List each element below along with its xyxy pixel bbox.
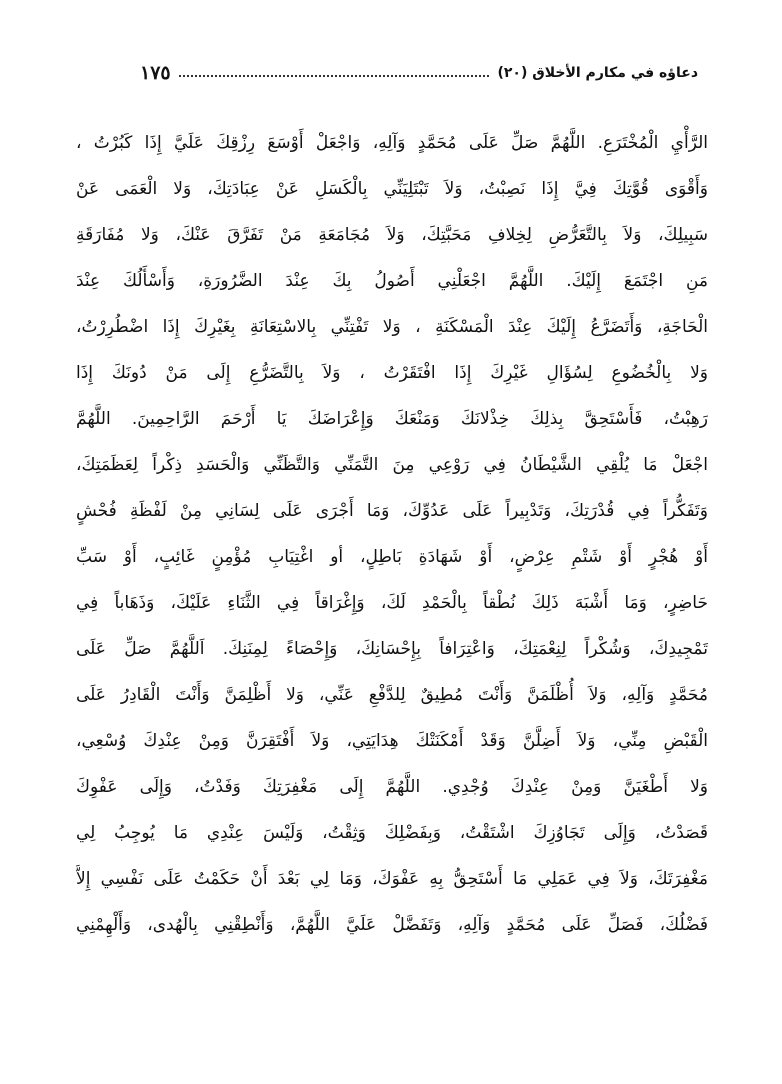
text-line: مُحَمَّدٍ وَآلِهِ، وَلاَ أُظْلَمَنَّ وَأَنْتَ مُطِيقٌ لِلدَّفْعِ عَنِّي، وَلا أَظْلِمَنَّ وَأَنْتَ الْقَادِرُ عَلَى	[76, 685, 708, 705]
text-line: حَاضِرٍ، وَمَا أَشْبَهَ ذَلِكَ نُطْقاً بِالْحَمْدِ لَكَ، وَإِغْرَاقاً فِي الثَّنَاءِ عَلَيْكَ، وَذَهَاباً فِي	[76, 593, 708, 613]
text-line: تَمْجِيدِكَ، وَشُكْراً لِنِعْمَتِكَ، وَاعْتِرَافاً بِإِحْسَانِكَ، وَإِحْصَاءً لِمِنَنِكَ. اَللَّهُمَّ صَلِّ عَلَى	[76, 639, 708, 659]
text-line: وَأَقْوَى قُوَّتِكَ فِيَّ إِذَا نَصِبْتُ، وَلاَ تَبْتَلِيَنِّي بِالْكَسَلِ عَنْ عِبَادَتِكَ، وَلا الْعَمَى عَنْ	[76, 179, 708, 199]
text-line: وَلا بِالْخُضُوعِ لِسُؤَالِ غَيْرِكَ إِذَا افْتَقَرْتُ ، وَلاَ بِالتَّضَرُّعِ إِلَى مَنْ دُونَكَ إِذَا	[76, 363, 708, 383]
text-line: الرَّأْيِ الْمُخْتَرَعِ. اللَّهُمَّ صَلِّ عَلَى مُحَمَّدٍ وَآلِهِ، وَاجْعَلْ أَوْسَعَ رِزْقِكَ عَلَيَّ إِذَا كَبُرْتُ ،	[76, 133, 708, 153]
chapter-title: دعاؤه في مكارم الأخلاق (٢٠)	[497, 65, 698, 81]
text-line: اجْعَلْ مَا يُلْقِي الشَّيْطَانُ فِي رَوْعِي مِنَ التَّمَنِّي وَالتَّظَنِّي وَالْحَسَدِ ذِكْراً لِعَظَمَتِكَ،	[76, 455, 708, 475]
page-number: ١٧٥	[140, 62, 171, 84]
text-line: الْقَبْضِ مِنِّي، وَلاَ أَضِلَّنَّ وَقَدْ أَمْكَنَتْكَ هِدَايَتِي، وَلاَ أَفْتَقِرَنَّ وَمِنْ عِنْدِكَ وُسْعِي،	[76, 731, 708, 751]
text-line: فَضْلُكَ، فَصَلِّ عَلَى مُحَمَّدٍ وَآلِهِ، وَتَفَضَّلْ عَلَيَّ اللَّهُمَّ، وَأَنْطِقْنِي بِالْهُدى، وَأَلْهِمْنِي	[76, 915, 708, 935]
text-line: أَوْ هُجْرٍ أَوْ شَتْمِ عِرْضٍ، أَوْ شَهَادَةِ بَاطِلٍ، أو اغْتِيَابِ مُؤْمِنٍ غَائِبٍ، أَوْ سَبِّ	[76, 547, 708, 567]
text-line: قَصَدْتُ، وَإِلَى تَجَاوُزِكَ اشْتَقْتُ، وَبِفَضْلِكَ وَثِقْتُ، وَلَيْسَ عِنْدِي مَا يُوجِبُ لِي	[76, 823, 708, 843]
text-line: سَبِيلِكَ، وَلاَ بِالتَّعَرُّضِ لِخِلافِ مَحَبَّتِكَ، وَلاَ مُجَامَعَةِ مَنْ تَفَرَّقَ عَنْكَ، وَلا مُفَارَقَةِ	[76, 225, 708, 245]
text-line: وَتَفَكُّراً فِي قُدْرَتِكَ، وَتَدْبِيراً عَلَى عَدُوِّكَ، وَمَا أَجْرَى عَلَى لِسَانِي مِنْ لَفْظَةِ فُحْشٍ	[76, 501, 708, 521]
text-line: الْحَاجَةِ، وَأَتَضَرَّعُ إِلَيْكَ عِنْدَ الْمَسْكَنَةِ ، وَلا تَفْتِنِّي بِالاسْتِعَانَةِ بِغَيْرِكَ إِذَا اضْطُرِرْتُ،	[76, 317, 708, 337]
dotted-leader	[179, 75, 490, 77]
body-text	[76, 120, 708, 948]
text-line: رَهِبْتُ، فَأَسْتَحِقَّ بِذلِكَ خِذْلانَكَ وَمَنْعَكَ وَإِعْرَاضَكَ يَا أَرْحَمَ الرَّاحِمِينَ. اللَّهُمَّ	[76, 409, 708, 429]
text-line: مَغْفِرَتَكَ، وَلاَ فِي عَمَلِي مَا أَسْتَحِقُّ بِهِ عَفْوَكَ، وَمَا لِي بَعْدَ أَنْ حَكَمْتُ عَلَى نَفْسِي إِلاَّ	[76, 869, 708, 889]
text-line: مَنِ اجْتَمَعَ إِلَيْكَ. اللَّهُمَّ اجْعَلْنِي أَصُولُ بِكَ عِنْدَ الضَّرُورَةِ، وَأَسْأَلُكَ عِنْدَ	[76, 271, 708, 291]
text-line: وَلا أَطْغَيَنَّ وَمِنْ عِنْدِكَ وُجْدِي. اللَّهُمَّ إِلَى مَغْفِرَتِكَ وَفَدْتُ، وَإِلَى عَفْوِكَ	[76, 777, 708, 797]
running-header	[140, 60, 698, 86]
